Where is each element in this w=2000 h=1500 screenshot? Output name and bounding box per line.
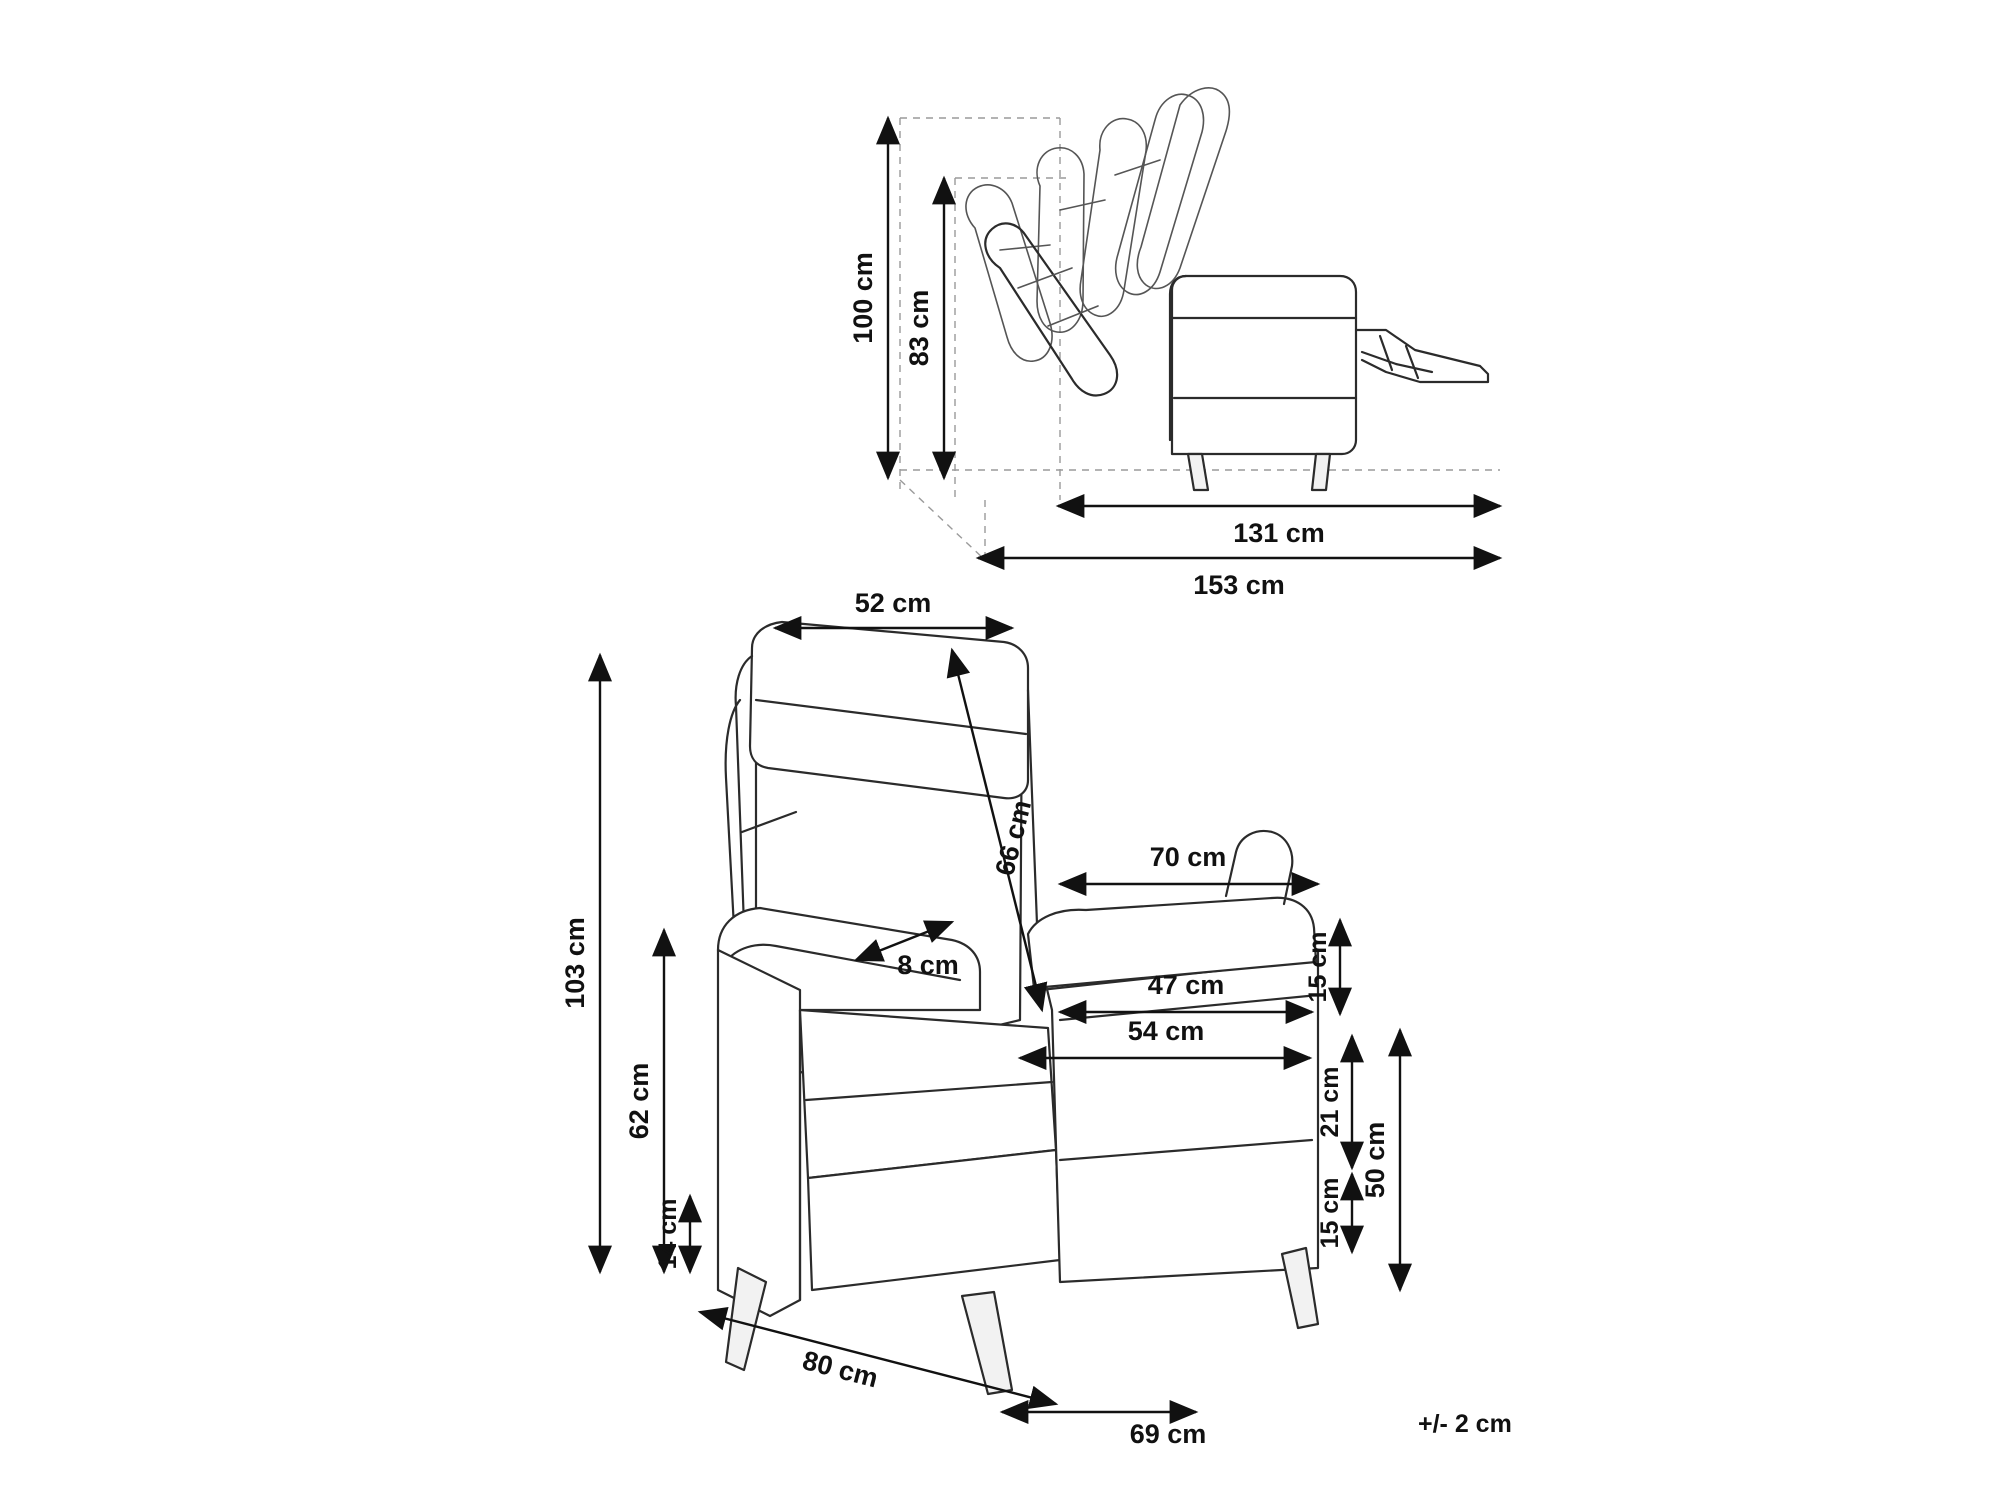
dimension-label-69cm: 69 cm <box>1129 1419 1207 1449</box>
dimension-label-66cm: 66 cm <box>989 797 1038 879</box>
dimension-clearance-height <box>654 1196 690 1272</box>
dimension-label-52cm: 52 cm <box>854 588 932 618</box>
dimension-seat-height <box>1360 1030 1400 1290</box>
dimension-total-height <box>560 655 600 1272</box>
dimension-armrest-above-seat <box>1304 920 1340 1014</box>
dimension-label-62cm: 62 cm <box>624 1062 654 1140</box>
tolerance-note: +/- 2 cm <box>1418 1410 1512 1438</box>
dimension-label-100cm: 100 cm <box>848 252 878 344</box>
dimension-label-15cm-lower: 15 cm <box>1316 1177 1344 1249</box>
perspective-view <box>560 588 1400 1449</box>
dimension-label-50cm: 50 cm <box>1360 1121 1390 1199</box>
dimension-label-103cm: 103 cm <box>560 917 590 1009</box>
dimension-leg-height <box>1316 1174 1352 1252</box>
dimension-outer-width <box>1060 842 1318 884</box>
dimension-label-14cm: 14 cm <box>654 1198 682 1270</box>
dimension-seat-cushion-height <box>1316 1036 1352 1168</box>
dimension-label-83cm: 83 cm <box>904 289 934 367</box>
dimension-label-21cm: 21 cm <box>1316 1066 1344 1138</box>
dimension-height-total <box>848 118 888 478</box>
dimension-label-54cm: 54 cm <box>1127 1016 1205 1046</box>
dimension-backrest-width <box>775 588 1012 628</box>
dimension-label-80cm: 80 cm <box>799 1345 882 1394</box>
dimension-front-depth <box>1002 1412 1206 1449</box>
dimension-label-15cm-upper: 15 cm <box>1304 931 1332 1003</box>
dimension-depth-reclined <box>978 558 1500 600</box>
dimension-label-153cm: 153 cm <box>1193 570 1285 600</box>
dimension-label-8cm: 8 cm <box>897 950 959 980</box>
dimension-label-70cm: 70 cm <box>1149 842 1227 872</box>
dimension-height-back <box>904 178 944 478</box>
side-view-chair <box>1170 276 1488 490</box>
dimension-depth-upright <box>1058 506 1500 548</box>
perspective-chair <box>718 622 1318 1394</box>
dimension-label-47cm: 47 cm <box>1147 970 1225 1000</box>
dimension-label-131cm: 131 cm <box>1233 518 1325 548</box>
side-reclined-view <box>848 88 1500 600</box>
